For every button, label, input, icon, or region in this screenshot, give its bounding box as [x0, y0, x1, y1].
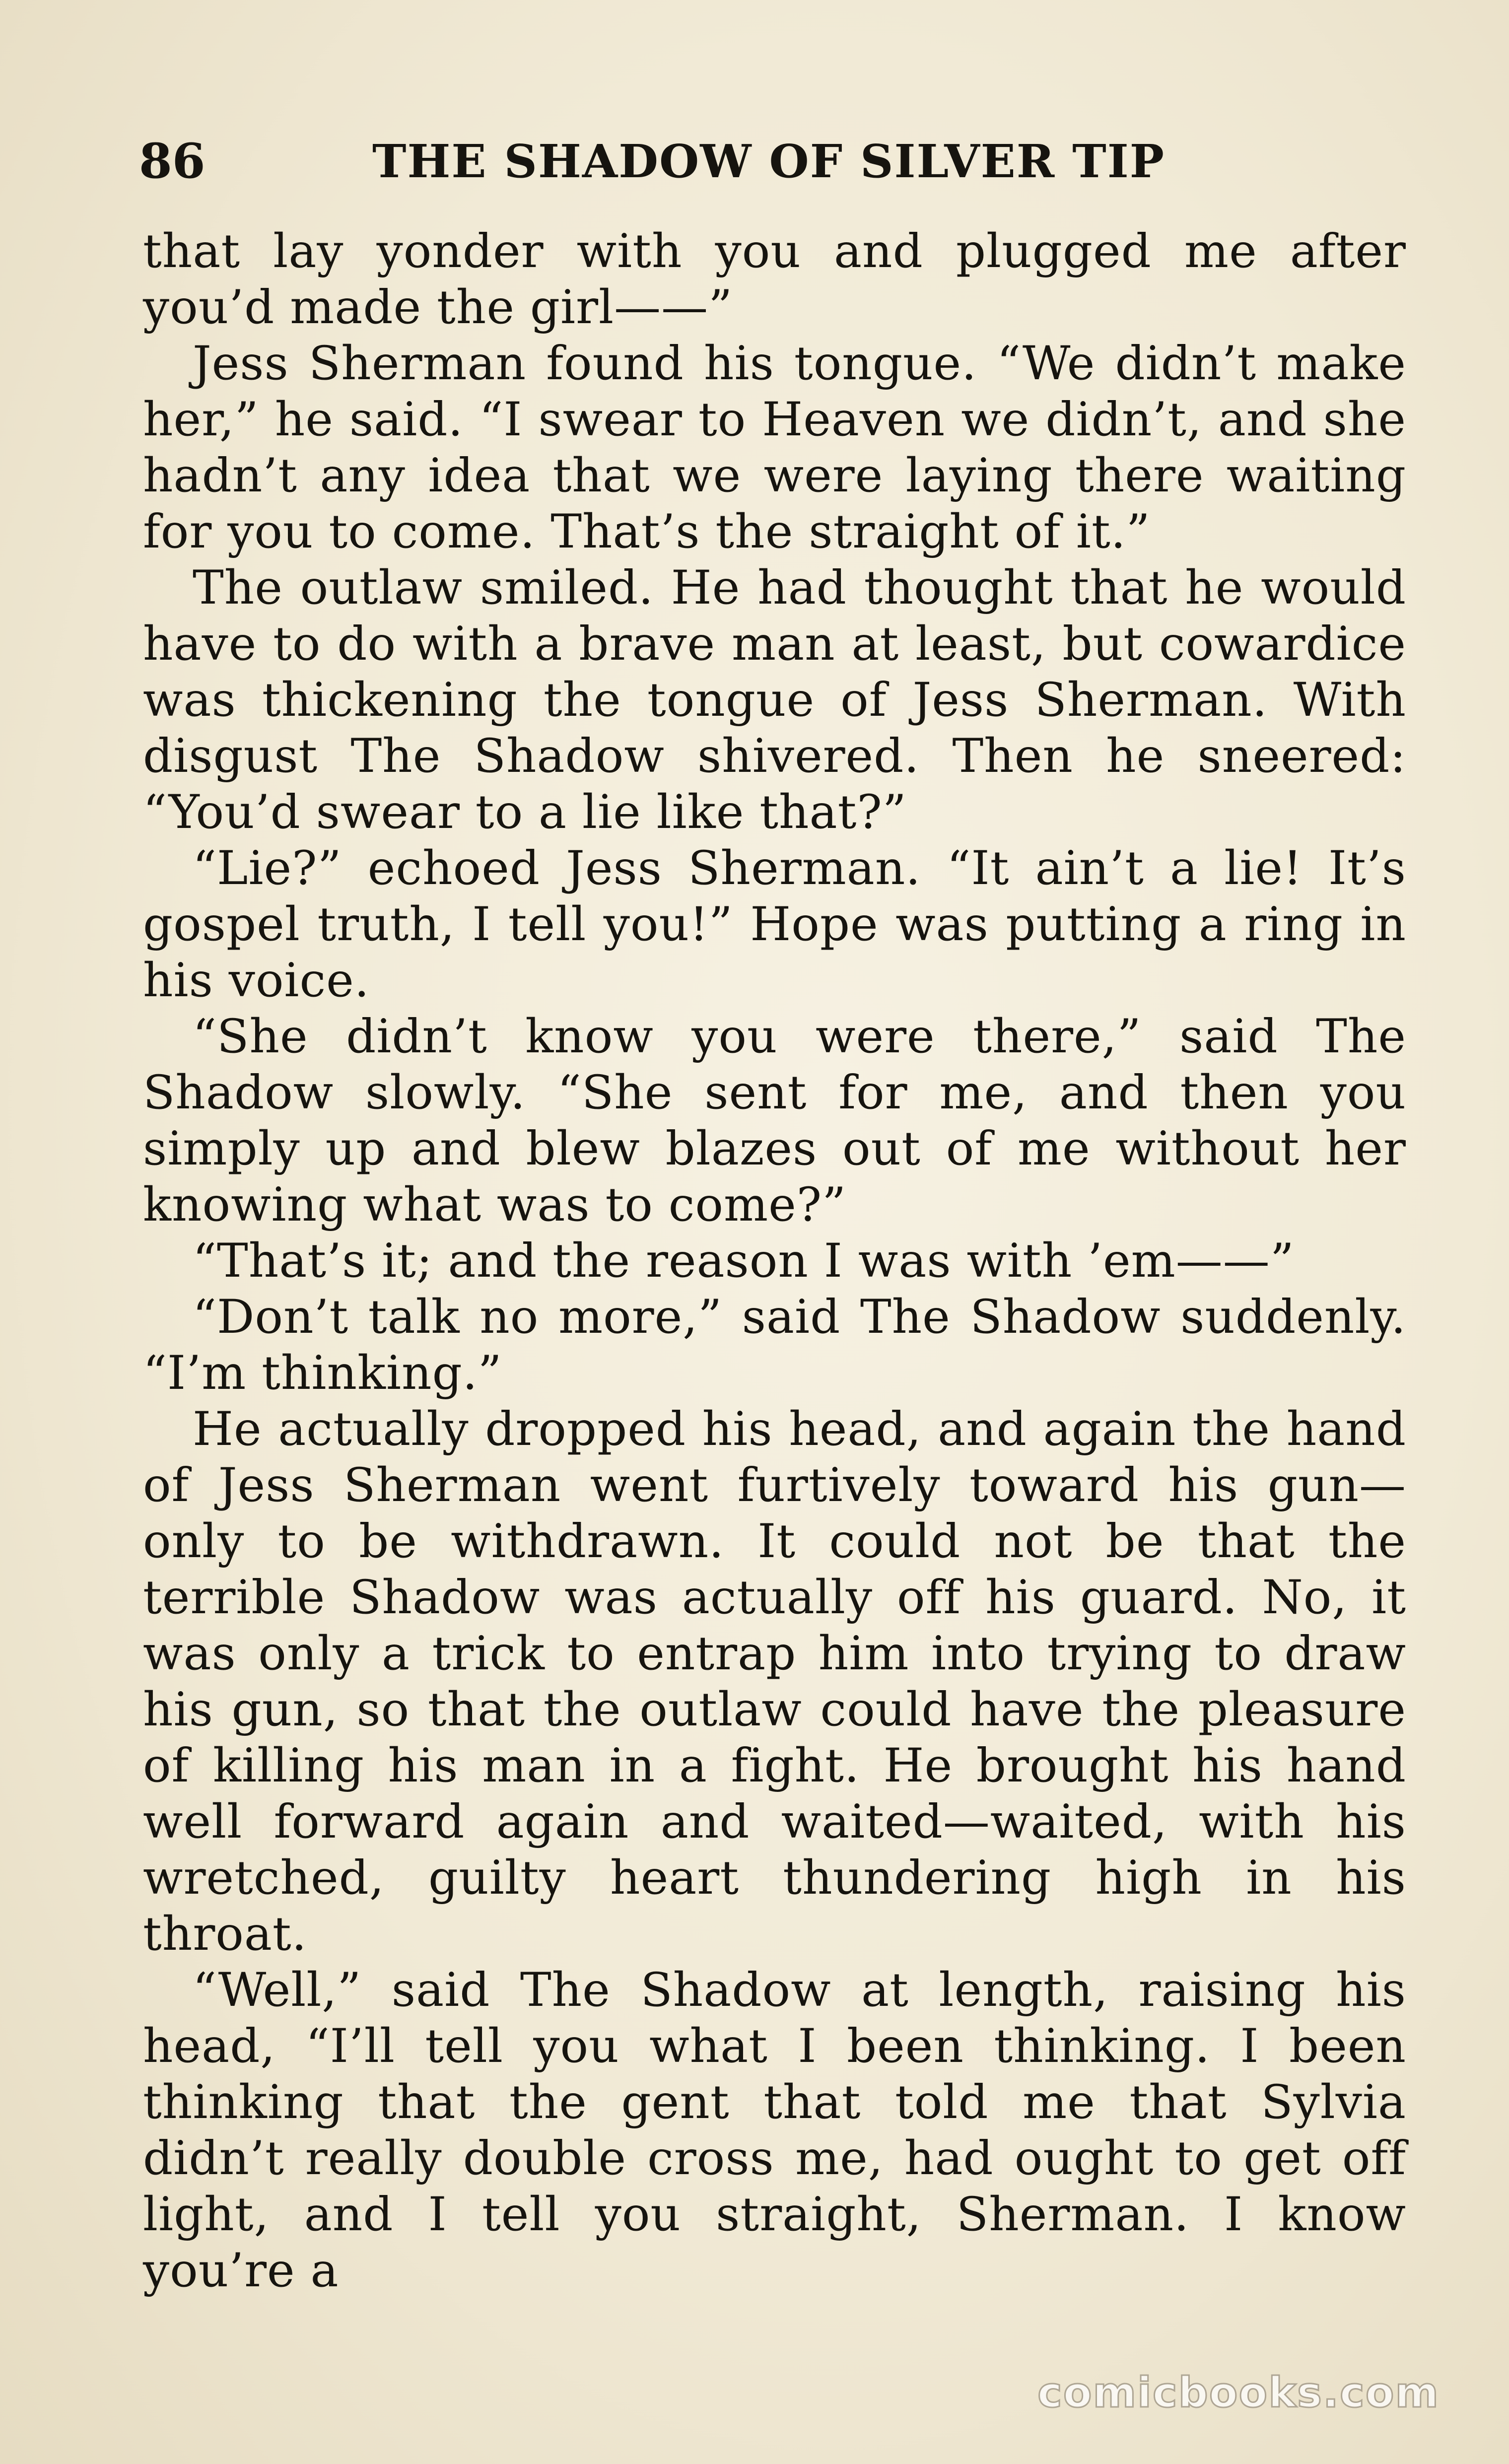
paragraph-5: “She didn’t know you were there,” said The Shadow slowly. “She sent for me, and then you simply up and blew blazes out of me without her knowing what was to come?”	[143, 1010, 1406, 1232]
paragraph-4: “Lie?” echoed Jess Sherman. “It ain’t a lie! It’s gospel truth, I tell you!” Hope was putting a ring in his voice.	[143, 841, 1406, 1008]
paragraph-8: He actually dropped his head, and again the hand of Jess Sherman went furtively toward his gun—only to be withdrawn. It could not be that the terrible Shadow was actually off his guard. No, it was only a trick to entrap him into trying to draw his gun, so that the outlaw could have the pleasure of killing his man in a fight. He brought his hand well forward again and waited—waited, with his wretched, guilty heart thundering high in his throat.	[143, 1402, 1406, 1961]
running-title: THE SHADOW OF SILVER TIP	[372, 135, 1165, 188]
watermark: comicbooks.com	[1037, 2368, 1440, 2417]
paragraph-2: Jess Sherman found his tongue. “We didn’t make her,” he said. “I swear to Heaven we didn’t, and she hadn’t any idea that we were laying there waiting for you to come. That’s the straight of it.”	[143, 337, 1406, 559]
paragraph-9: “Well,” said The Shadow at length, raising his head, “I’ll tell you what I been thinking. I been thinking that the gent that told me that Sylvia didn’t really double cross me, had ought to get off light, and I tell you straight, Sherman. I know you’re a	[143, 1963, 1406, 2298]
paragraph-1: that lay yonder with you and plugged me after you’d made the girl——”	[143, 224, 1406, 335]
page-number: 86	[139, 133, 206, 189]
paragraph-3: The outlaw smiled. He had thought that he would have to do with a brave man at least, but cowardice was thickening the tongue of Jess Sherman. With disgust The Shadow shivered. Then he sneered: “You’d swear to a lie like that?”	[143, 561, 1406, 839]
page-header	[139, 127, 1430, 196]
body-text	[143, 223, 1406, 2299]
paragraph-7: “Don’t talk no more,” said The Shadow suddenly. “I’m thinking.”	[143, 1290, 1406, 1400]
paragraph-6: “That’s it; and the reason I was with ’em——”	[193, 1234, 1295, 1288]
